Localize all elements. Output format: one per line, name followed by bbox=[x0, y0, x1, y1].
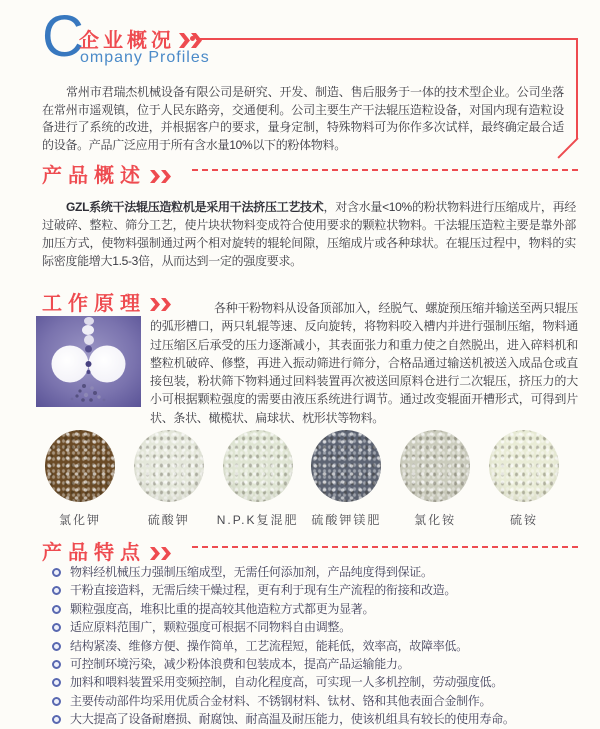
feature-item bbox=[52, 713, 572, 726]
section-header-overview-text: 产品概述 bbox=[42, 165, 146, 187]
product-image-nh4cl bbox=[400, 430, 470, 502]
product-item bbox=[482, 430, 566, 528]
product-samples-row bbox=[38, 430, 566, 528]
feature-text: 加料和喂料装置采用变频控制，自动化程度高，可实现一人多机控制，劳动强度低。 bbox=[70, 675, 503, 690]
feature-text: 干粉直接造料，无需后续干燥过程，更有利于现有生产流程的衔接和改造。 bbox=[70, 583, 457, 598]
feature-text: 主要传动部件均采用优质合金材料、不锈钢材料、钛材、铬和其他表面合金制作。 bbox=[70, 693, 492, 708]
product-image-kmg bbox=[311, 430, 381, 502]
bullet-icon bbox=[52, 605, 61, 614]
feature-item bbox=[52, 603, 572, 616]
bullet-icon bbox=[52, 586, 61, 595]
product-label: 硫酸钾 bbox=[147, 513, 190, 527]
company-logo-c: C bbox=[42, 4, 84, 69]
decor-line-vertical bbox=[576, 38, 578, 139]
product-label: 硫铵 bbox=[509, 513, 538, 527]
feature-text: 结构紧凑、维修方便、操作简单，工艺流程短，能耗低，效率高，故障率低。 bbox=[70, 638, 468, 653]
product-item bbox=[304, 430, 388, 528]
product-item bbox=[38, 430, 122, 528]
section-header-features bbox=[42, 536, 172, 566]
decor-line-horizontal bbox=[196, 38, 578, 40]
double-arrow-icon bbox=[150, 166, 172, 189]
feature-text: 物料经机械压力强制压缩成型，无需任何添加剂，产品纯度得到保证。 bbox=[70, 565, 433, 579]
page-title-text: 企业概况 bbox=[79, 30, 175, 52]
product-item bbox=[216, 430, 300, 528]
feature-item bbox=[52, 658, 572, 671]
overview-body-text: ，对含水量<10%的粉状物料进行压缩成片，再经过破碎、整粒、筛分工艺，使片块状物料变成符合使用要求的颗粒状物料。干法辊压造粒主要是靠外部加压方式，使物料强制通过两个相对旋转的辊轮间隙，压缩成片或各种球状。在辊压过程中，物料的实际密度能增大1.5-3倍，从而达到一定的强度要求。 bbox=[42, 200, 576, 268]
section-header-features-text: 产品特点 bbox=[42, 542, 146, 564]
section-header-principle-text: 工作原理 bbox=[42, 293, 146, 315]
dashed-divider bbox=[192, 169, 578, 171]
feature-text: 颗粒强度高，堆积比重的提高较其他造粒方式都更为显著。 bbox=[70, 601, 375, 616]
product-image-k2so4 bbox=[134, 430, 204, 502]
feature-item bbox=[52, 566, 572, 579]
feature-list bbox=[52, 566, 572, 729]
product-label: 硫酸钾镁肥 bbox=[311, 513, 382, 527]
bullet-icon bbox=[52, 660, 61, 669]
bullet-icon bbox=[52, 678, 61, 687]
product-image-npk bbox=[223, 430, 293, 502]
feature-item bbox=[52, 695, 572, 708]
bullet-icon bbox=[52, 642, 61, 651]
bullet-icon bbox=[52, 697, 61, 706]
principle-paragraph: 各种干粉物料从设备顶部加入，经脱气、螺旋预压缩并输送至两只辊压的弧形槽口，两只轧辊等速、反向旋转，将物料咬入槽内并进行强制压缩，物料通过压缩区后承受的压力逐渐减小，其表面张力和重力使之自然脱出，进入碎料机和整粒机破碎、修整，再进入振动筛进行筛分，合格品通过输送机被送入成品仓或直接包装，粉状筛下物料通过回料装置再次被送回原料仓进行二次辊压，挤压力的大小可根据颗粒强度的需要由液压系统进行调节。通过改变辊面开槽形式，可得到片状、条状、橄榄状、扁球状、枕形状等物料。 bbox=[150, 301, 578, 425]
product-label: 氯化钾 bbox=[58, 513, 101, 527]
product-image-kcl bbox=[45, 430, 115, 502]
product-item bbox=[393, 430, 477, 528]
feature-text: 适应原料范围广，颗粒强度可根据不同物料自由调整。 bbox=[70, 620, 351, 635]
feature-text: 大大提高了设备耐磨损、耐腐蚀、耐高温及耐压能力，使该机组具有较长的使用寿命。 bbox=[70, 712, 515, 727]
product-label: 氯化铵 bbox=[414, 513, 457, 527]
product-label: N.P.K复混肥 bbox=[216, 513, 299, 527]
bullet-icon bbox=[52, 623, 61, 632]
decor-line-dot bbox=[190, 36, 195, 41]
product-image-as bbox=[489, 430, 559, 502]
overview-paragraph bbox=[42, 199, 576, 271]
feature-text: 可控制环境污染，减少粉体浪费和包装成本，提高产品运输能力。 bbox=[70, 656, 410, 671]
page-subtitle-en: ompany Profiles bbox=[80, 49, 210, 66]
product-item bbox=[127, 430, 211, 528]
double-arrow-icon bbox=[150, 543, 172, 566]
feature-item bbox=[52, 584, 572, 597]
intro-paragraph: 常州市君瑞杰机械设备有限公司是研究、开发、制造、售后服务于一体的技术型企业。公司坐落在常州市遥观镇，位于人民东路旁，交通便利。公司主要生产干法辊压造粒设备，对国内现有造粒设备进行了系统的改进，并根据客户的要求，量身定制，特殊物料可为你作多次试样，最终确定最合适的设备。产品广泛应用于所有含水量10%以下的粉体物料。 bbox=[42, 85, 564, 152]
feature-item bbox=[52, 621, 572, 634]
roller-press-image bbox=[36, 316, 141, 407]
feature-item bbox=[52, 640, 572, 653]
overview-lead-text: GZL系统干法辊压造粒机是采用干法挤压工艺技术 bbox=[66, 200, 324, 214]
dashed-divider bbox=[192, 546, 578, 548]
bullet-icon bbox=[52, 568, 61, 577]
bullet-icon bbox=[52, 715, 61, 724]
feature-item bbox=[52, 676, 572, 689]
section-header-overview bbox=[42, 159, 172, 189]
